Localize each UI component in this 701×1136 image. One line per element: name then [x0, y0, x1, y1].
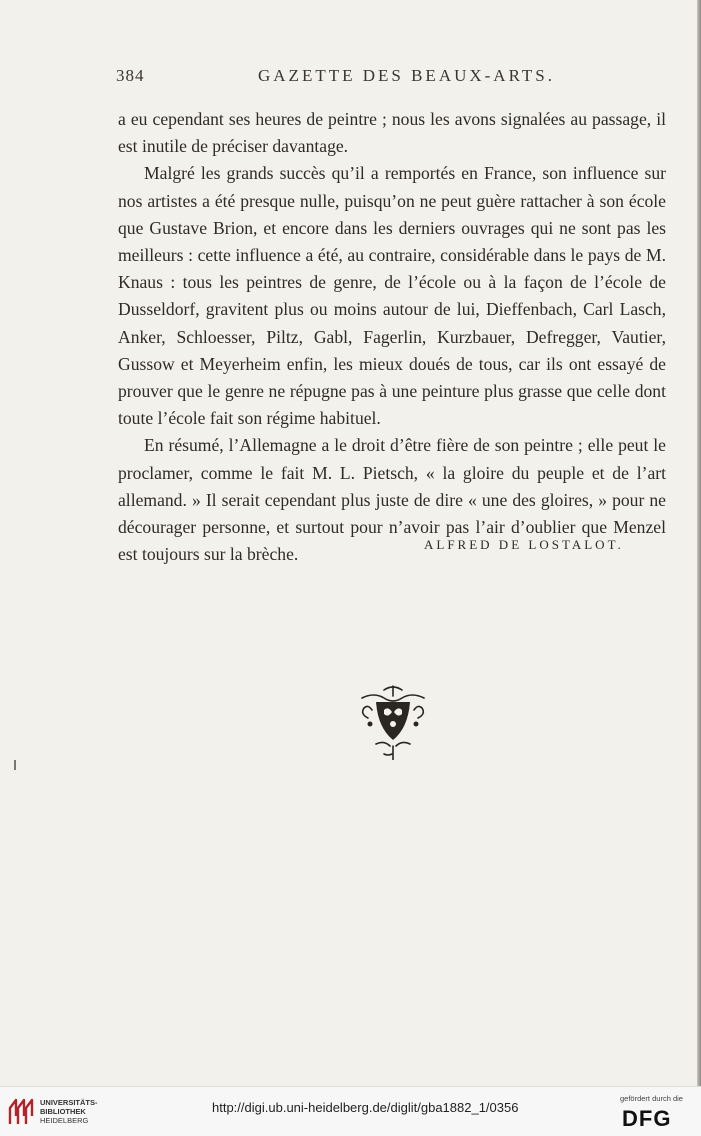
funding-label: gefördert durch die — [620, 1094, 683, 1103]
paragraph: a eu cependant ses heures de peintre ; nous les avons signalées au passage, il est inutile de préciser davantage. — [118, 109, 666, 157]
footer-bar — [0, 1086, 701, 1136]
margin-mark — [14, 760, 16, 770]
library-name: UNIVERSITÄTS- BIBLIOTHEK HEIDELBERG — [40, 1098, 98, 1125]
author-signature: ALFRED DE LOSTALOT. — [424, 537, 624, 552]
university-library-logo-icon — [6, 1096, 36, 1128]
paragraph: Malgré les grands succès qu’il a remportés en France, son influence sur nos artistes a été presque nulle, puisqu’on ne peut guère rattacher à son école que Gustave Brion, et encore dans les derniers ouvrages qui ne sont pas les meilleurs : cette influence a été, au contraire, considérable dans le pays de M. Knaus : tous les peintres de genre, de l’école ou à la façon de l’école de Dusseldorf, gravitent plus ou moins autour de lui, Dieffenbach, Carl Lasch, Anker, Schloesser, Piltz, Gabl, Fagerlin, Kurzbauer, Defregger, Vautier, Gussow et Meyerheim enfin, les mieux doués de tous, car ils ont essayé de prouver que le genre ne répugne pas à une peinture plus grasse que celle dont toute l’école fait son régime habituel. — [118, 163, 666, 429]
fleuron-ornament-icon — [354, 684, 432, 760]
running-header — [0, 66, 697, 92]
page-edge — [697, 0, 701, 1086]
journal-title: GAZETTE DES BEAUX-ARTS. — [258, 66, 555, 85]
page-number: 384 — [116, 66, 145, 85]
article-text — [118, 106, 666, 568]
dfg-logo: DFG — [622, 1106, 672, 1131]
paragraph: En résumé, l’Allemagne a le droit d’être fière de son peintre ; elle peut le proclamer, comme le fait M. L. Pietsch, « la gloire du peuple et de l’art allemand. » Il serait cependant plus juste de dire « une des gloires, » pour ne décourager personne, et surtout pour n’avoir pas l’air d’oublier que Menzel est toujours sur la brèche. — [118, 435, 666, 565]
source-url-link[interactable]: http://digi.ub.uni-heidelberg.de/diglit/gba1882_1/0356 — [212, 1100, 519, 1115]
